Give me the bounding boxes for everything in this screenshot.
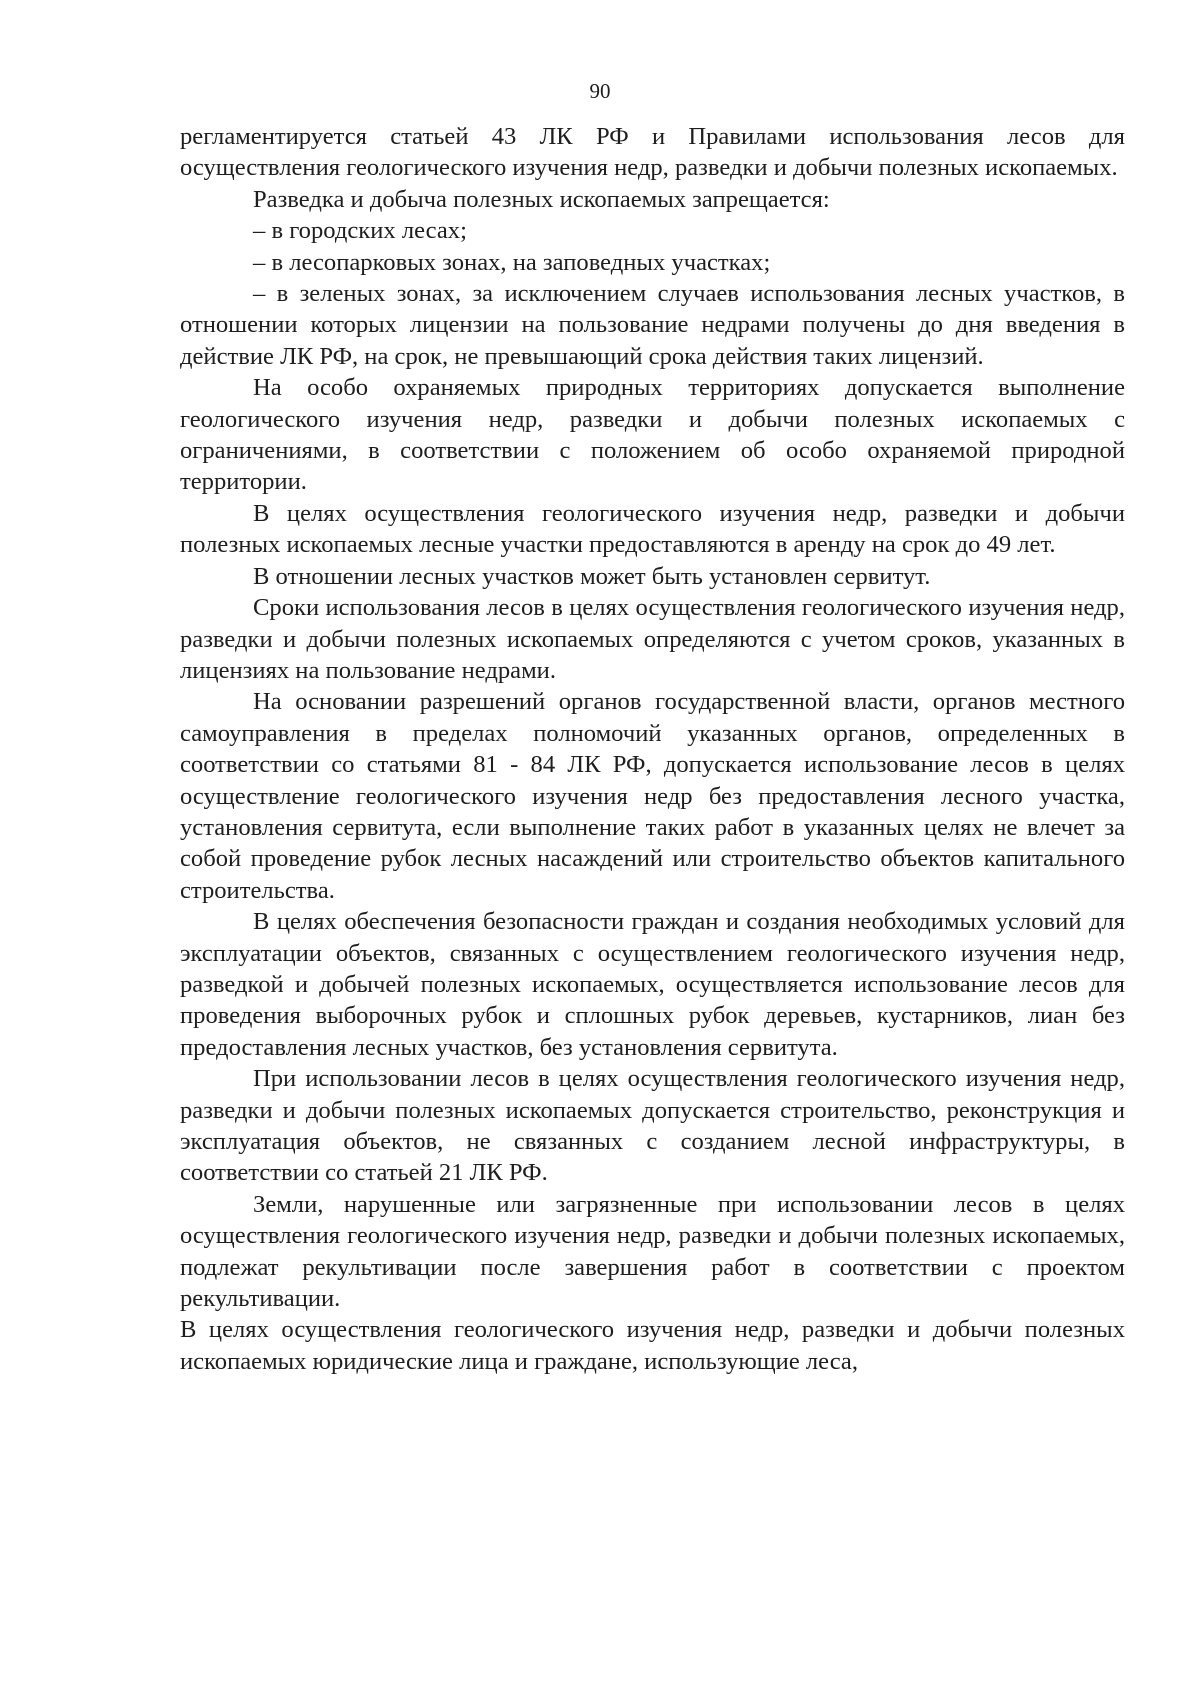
paragraph: В целях осуществления геологического изучения недр, разведки и добычи полезных ископаемых юридические лица и граждане, использующие леса,: [180, 1316, 1125, 1375]
paragraph: – в лесопарковых зонах, на заповедных участках;: [253, 248, 771, 276]
document-body: [180, 121, 1125, 1377]
paragraph: – в городских лесах;: [253, 217, 467, 245]
paragraph: регламентируется статьей 43 ЛК РФ и Правилами использования лесов для осуществления геологического изучения недр, разведки и добычи полезных ископаемых.: [180, 123, 1125, 182]
paragraph: Сроки использования лесов в целях осуществления геологического изучения недр, разведки и добычи полезных ископаемых определяются с учетом сроков, указанных в лицензиях на пользование недрами.: [180, 594, 1125, 684]
paragraph: На особо охраняемых природных территориях допускается выполнение геологического изучения недр, разведки и добычи полезных ископаемых с ограничениями, в соответствии с положением об особо охраняемой природной территории.: [180, 374, 1125, 496]
paragraph: – в зеленых зонах, за исключением случаев использования лесных участков, в отношении которых лицензии на пользование недрами получены до дня введения в действие ЛК РФ, на срок, не превышающий срока действия таких лицензий.: [180, 280, 1125, 370]
paragraph: В целях обеспечения безопасности граждан и создания необходимых условий для эксплуатации объектов, связанных с осуществлением геологического изучения недр, разведкой и добычей полезных ископаемых, осуществляется использование лесов для проведения выборочных рубок и сплошных рубок деревьев, кустарников, лиан без предоставления лесных участков, без установления сервитута.: [180, 908, 1125, 1061]
paragraph: В отношении лесных участков может быть установлен сервитут.: [253, 562, 931, 590]
paragraph: Разведка и добыча полезных ископаемых запрещается:: [253, 185, 830, 213]
page-number: 90: [589, 79, 611, 103]
paragraph: В целях осуществления геологического изучения недр, разведки и добычи полезных ископаемых лесные участки предоставляются в аренду на срок до 49 лет.: [180, 499, 1125, 559]
paragraph: На основании разрешений органов государственной власти, органов местного самоуправления в пределах полномочий указанных органов, определенных в соответствии со статьями 81 - 84 ЛК РФ, допускается использование лесов в целях осуществление геологического изучения недр без предоставления лесного участка, установления сервитута, если выполнение таких работ в указанных целях не влечет за собой проведение рубок лесных насаждений или строительство объектов капитального строительства.: [180, 688, 1125, 904]
paragraph: При использовании лесов в целях осуществления геологического изучения недр, разведки и добычи полезных ископаемых допускается строительство, реконструкция и эксплуатация объектов, не связанных с созданием лесной инфраструктуры, в соответствии со статьей 21 ЛК РФ.: [180, 1065, 1125, 1187]
paragraph: Земли, нарушенные или загрязненные при использовании лесов в целях осуществления геологического изучения недр, разведки и добычи полезных ископаемых, подлежат рекультивации после завершения работ в соответствии с проектом рекультивации.: [180, 1190, 1125, 1313]
